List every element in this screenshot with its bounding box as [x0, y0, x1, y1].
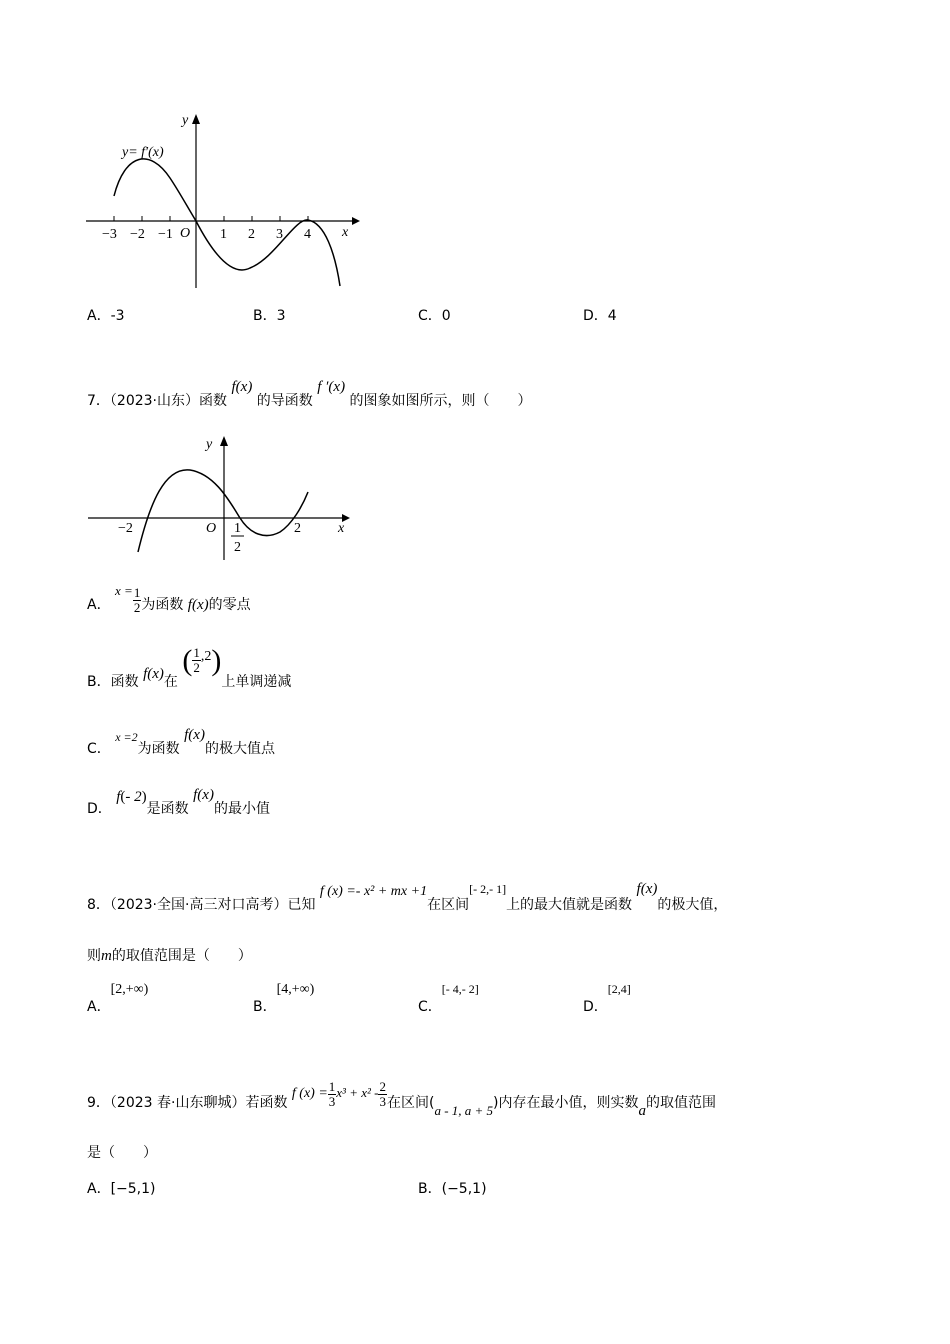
graph1-tick-n3: −3	[102, 227, 117, 242]
graph1-y-label: y	[182, 113, 189, 128]
graph2-origin: O	[206, 521, 217, 536]
q6-option-d[interactable]: D．4	[583, 308, 617, 324]
q8-option-a[interactable]: A．[2,+∞)	[87, 982, 149, 1015]
q7-stem: 7．（2023·山东）函数 f(x) 的导函数 f ′(x) 的图象如图所示，则（ ）	[87, 379, 532, 409]
graph1-x-label: x	[342, 225, 349, 240]
graph2-x-label: x	[338, 521, 345, 536]
f-prime-curve-1	[114, 159, 340, 286]
q6-option-b[interactable]: B．3	[253, 308, 286, 324]
graph1-tick-n2: −2	[130, 227, 145, 242]
graph2-half-den: 2	[234, 540, 241, 555]
q9-stem: 9．（2023 春·山东聊城）若函数 f (x) = $\frac{1}{3}$ x³ + x² - $\frac{2}{3}$ 在区间(a - 1, a + 5)内存在最小值，则实数a的取值范围	[87, 1079, 717, 1119]
q7-number: 7．	[87, 393, 110, 409]
graph2-half-num: 1	[234, 521, 241, 536]
graph1-tick-1: 1	[220, 227, 227, 242]
q7-source: （2023·山东）函数	[109, 393, 228, 409]
q8-option-c[interactable]: C．[- 4,- 2]	[418, 982, 479, 1015]
graph1-tick-n1: −1	[158, 227, 173, 242]
graph-f-prime-1	[80, 108, 370, 293]
q7-option-d[interactable]: D． f(- 2)是函数 f(x)的最小值	[87, 787, 270, 817]
q8-option-d[interactable]: D．[2,4]	[583, 982, 631, 1015]
q9-option-a[interactable]: A．[−5,1)	[87, 1181, 156, 1197]
q7-option-b[interactable]: B．函数 f(x)在 ( $\frac{1}{2}$ ,2)上单调递减	[87, 644, 292, 690]
graph2-y-label: y	[206, 437, 213, 452]
q8-stem-line2: 则m的取值范围是（ ）	[87, 948, 252, 964]
graph1-origin: O	[180, 226, 191, 241]
q6-option-a[interactable]: A．-3	[87, 308, 125, 324]
q8-stem: 8．（2023·全国·高三对口高考）已知 f (x) =- x² + mx +1在区间[- 2,- 1]上的最大值就是函数 f(x)的极大值，	[87, 881, 728, 913]
q9-option-b[interactable]: B．(−5,1)	[418, 1181, 487, 1197]
f-prime-curve-2	[138, 470, 308, 552]
q7-option-c[interactable]: C． x =2为函数 f(x)的极大值点	[87, 727, 275, 757]
q8-option-b[interactable]: B．[4,+∞)	[253, 982, 315, 1015]
graph1-func-label: y= f′(x)	[122, 145, 164, 160]
q6-option-c[interactable]: C．0	[418, 308, 451, 324]
graph1-tick-4: 4	[304, 227, 311, 242]
graph2-tick-2: 2	[294, 521, 301, 536]
graph1-tick-3: 3	[276, 227, 283, 242]
graph-f-prime-2	[80, 432, 360, 562]
q7-option-a[interactable]: A． x = $\frac{1}{2}$ 为函数 f(x)的零点	[87, 582, 251, 615]
q9-stem-line2: 是（ ）	[87, 1145, 157, 1161]
graph1-tick-2: 2	[248, 227, 255, 242]
graph2-tick-n2: −2	[118, 521, 133, 536]
